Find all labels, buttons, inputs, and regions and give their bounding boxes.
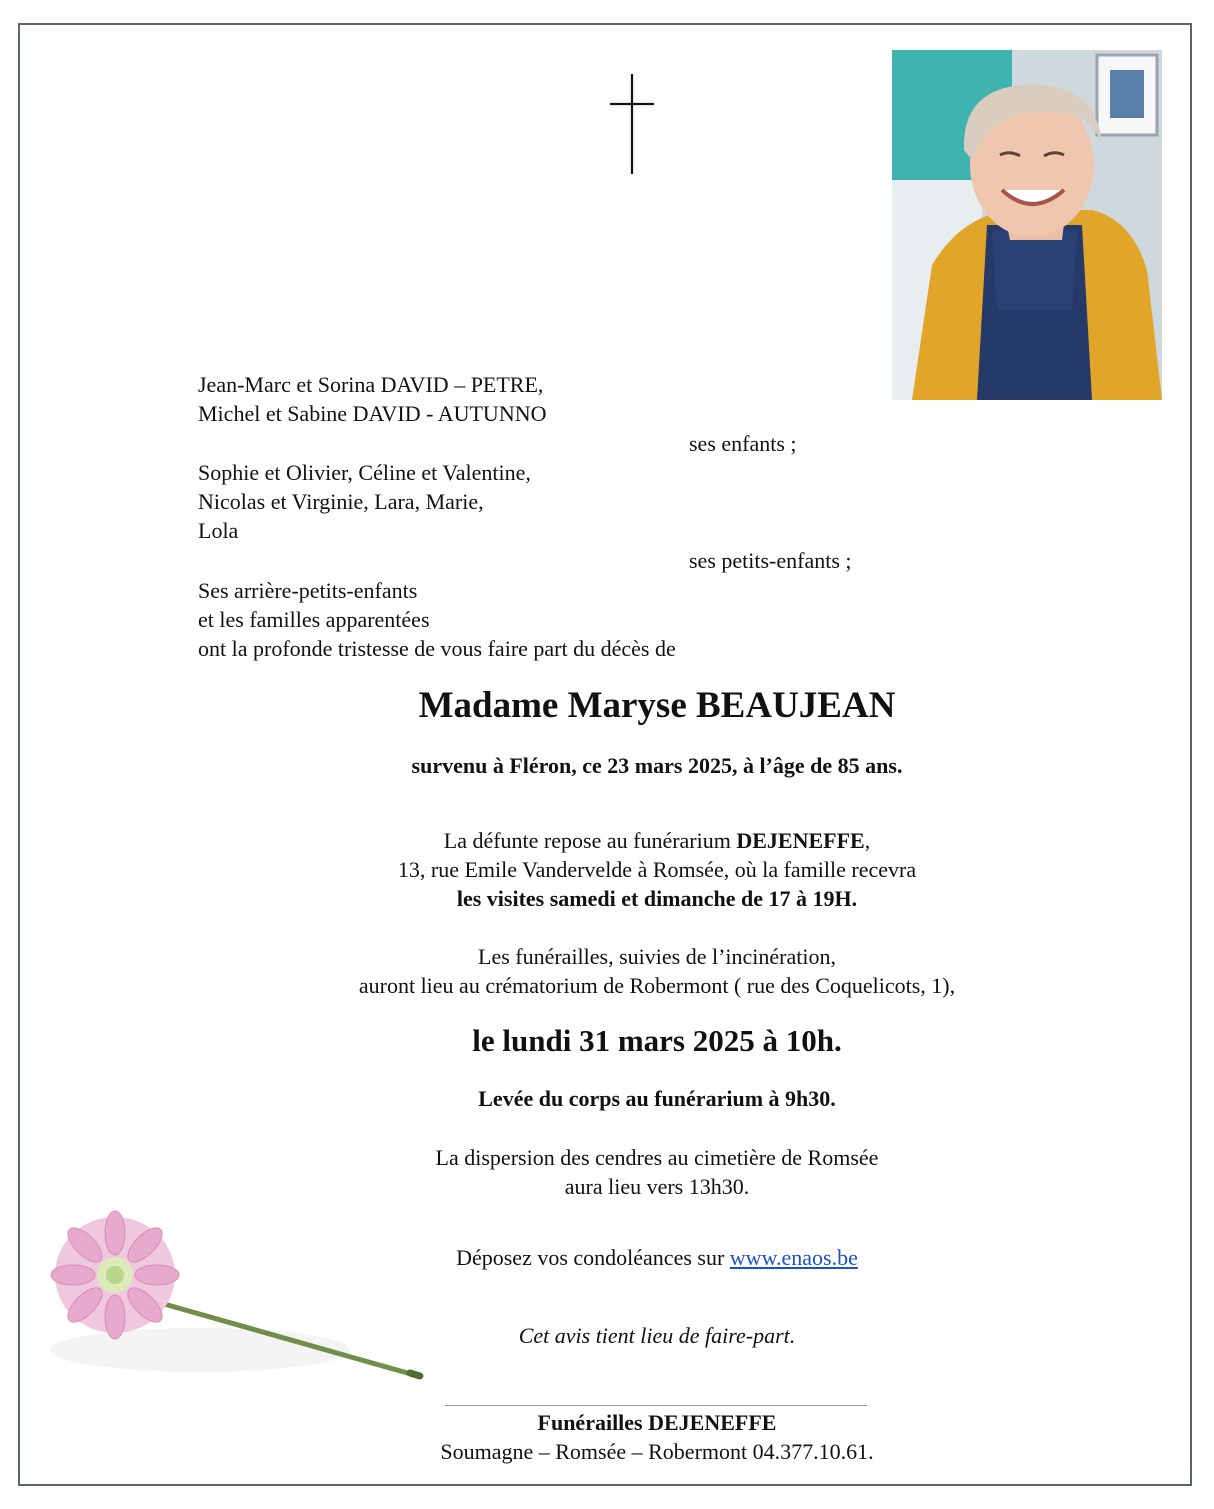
visitation-line-1 [50,826,1214,855]
flower-icon [30,1180,450,1430]
funeral-date: le lundi 31 mars 2025 à 10h. [472,1023,842,1058]
dispersion-line-2: aura lieu vers 13h30. [564,1174,750,1199]
family-line: ont la profonde tristesse de vous faire part du décès de [198,636,676,661]
deceased-name: Madame Maryse BEAUJEAN [418,685,896,726]
levee-du-corps: Levée du corps au funérarium à 9h30. [478,1086,836,1111]
grandchild-line: Lola [198,518,239,543]
visitation-hours: les visites samedi et dimanche de 17 à 19H. [456,886,858,911]
death-details: survenu à Fléron, ce 23 mars 2025, à l’âge de 85 ans. [411,753,903,778]
portrait-photo [892,50,1162,400]
condolences-link[interactable]: www.enaos.be [729,1245,858,1270]
visitation-suffix: , [864,828,871,853]
condolences-prefix: Déposez vos condoléances sur [456,1245,730,1270]
visitation-address: 13, rue Emile Vandervelde à Romsée, où la famille recevra [397,857,917,882]
grandchildren-list [198,458,531,545]
funerarium-name: DEJENEFFE [736,828,865,853]
family-line: Ses arrière-petits-enfants [198,578,418,603]
funeral-line-2: auront lieu au crématorium de Robermont ( rue des Coquelicots, 1), [358,973,956,998]
grandchildren-label: ses petits-enfants ; [689,548,852,573]
cross-icon [608,72,656,176]
children-label: ses enfants ; [689,431,797,456]
funeral-line-1: Les funérailles, suivies de l’incinération, [478,944,836,969]
notice-text: Cet avis tient lieu de faire-part. [518,1323,796,1348]
signature-divider [445,1405,867,1406]
other-family-list [198,576,676,663]
child-line: Michel et Sabine DAVID - AUTUNNO [198,401,547,426]
visitation-prefix: La défunte repose au funérarium [443,828,737,853]
dispersion-line-1: La dispersion des cendres au cimetière de Romsée [435,1145,879,1170]
funeral-home-locations: Soumagne – Romsée – Robermont 04.377.10.61. [440,1439,874,1464]
family-line: et les familles apparentées [198,607,430,632]
funeral-home-name: Funérailles DEJENEFFE [537,1410,777,1435]
child-line: Jean-Marc et Sorina DAVID – PETRE, [198,372,544,397]
grandchild-line: Nicolas et Virginie, Lara, Marie, [198,489,484,514]
grandchild-line: Sophie et Olivier, Céline et Valentine, [198,460,531,485]
children-list [198,370,547,428]
